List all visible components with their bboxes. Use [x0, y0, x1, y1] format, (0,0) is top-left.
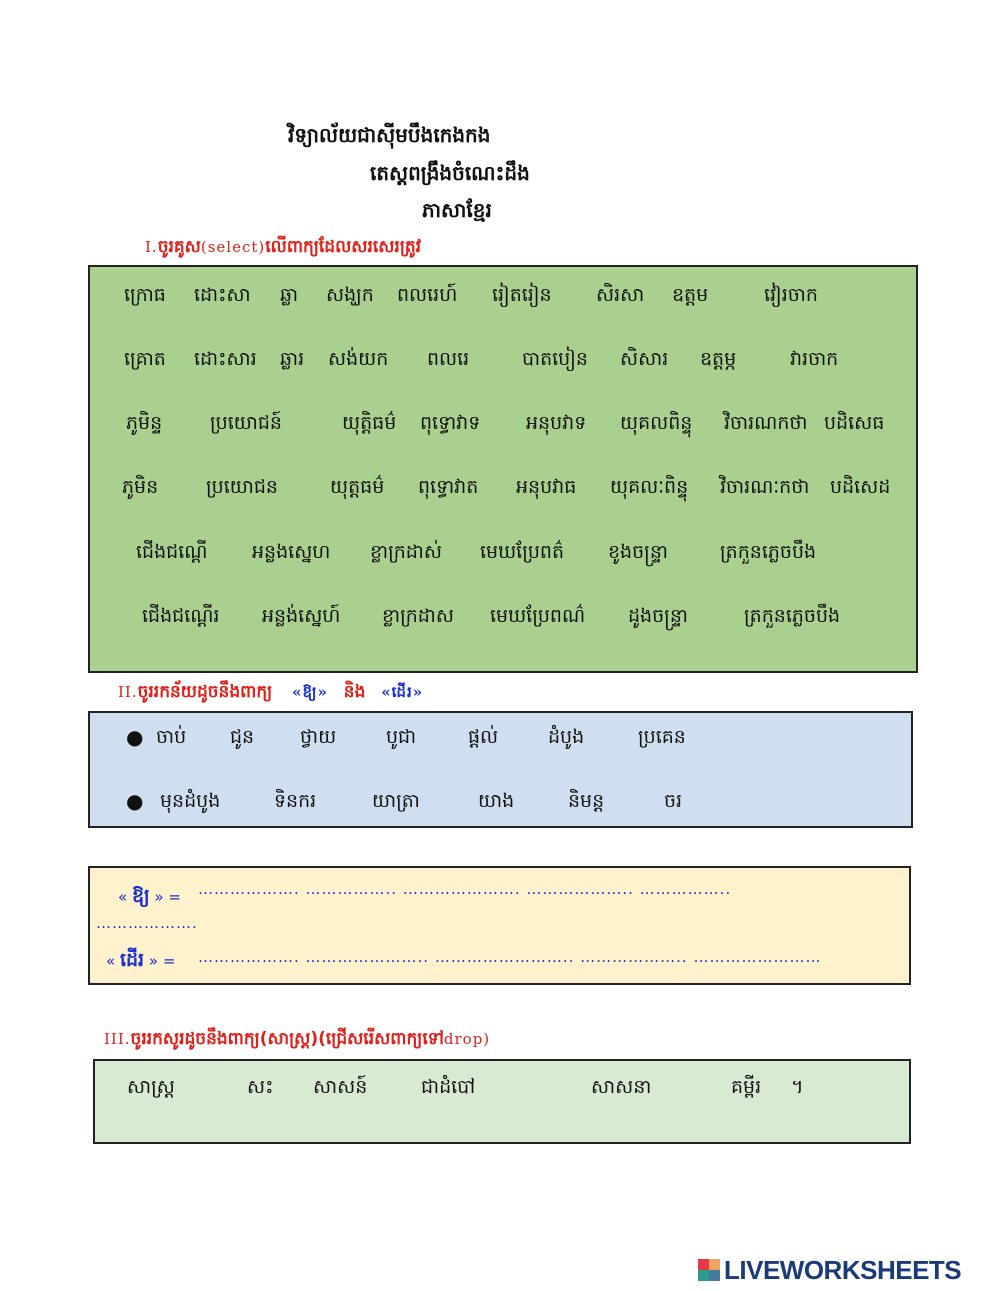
select-word[interactable]: អនុបវាធ [516, 476, 577, 498]
select-word[interactable]: ភូមិន្ទ [126, 412, 163, 434]
drag-word[interactable]: សាសនា [591, 1076, 652, 1098]
select-word[interactable]: ពលរេហ៍ [397, 284, 458, 306]
drag-word[interactable]: សាស្រ្ត [127, 1076, 175, 1098]
synonym-word[interactable]: ប្រគេន [638, 726, 686, 748]
synonym-word[interactable]: ថ្វាយ [300, 726, 337, 748]
section2-heading [118, 681, 423, 706]
section2-and: និង [343, 682, 366, 702]
select-word[interactable]: ពុទ្ធោវាទ [420, 412, 481, 434]
drag-word[interactable]: សាសន៍ [313, 1076, 368, 1098]
select-word[interactable]: វារចាក [790, 348, 839, 370]
select-word[interactable]: បដិសេធ [824, 412, 885, 434]
answer-field-give-continued[interactable]: ………………. [96, 914, 198, 932]
select-word[interactable]: ប្រយោជន [206, 476, 278, 498]
drag-word[interactable]: គម្ពីរ [731, 1076, 762, 1098]
select-word[interactable]: អន្លងស្នេហ [252, 541, 331, 563]
logo-icon [698, 1259, 720, 1281]
select-word[interactable]: ឧត្តម្ភ [700, 348, 737, 370]
select-word[interactable]: ដោះសារ [194, 348, 257, 370]
select-word[interactable]: អនុបវាទ [526, 412, 587, 434]
select-word[interactable]: សង់យក [328, 348, 389, 370]
drag-word[interactable]: សះ [247, 1076, 274, 1098]
section2-word1: «ឱ្យ» [292, 683, 328, 701]
synonym-word[interactable]: ចរ [664, 790, 683, 812]
synonym-word[interactable]: មុនដំបូង [160, 790, 221, 812]
select-word[interactable]: បដិសេដ [830, 476, 891, 498]
quote-close: » = [154, 888, 181, 906]
section3-label-a: ចូររកសូរដូចនឹងពាក្យ [130, 1029, 260, 1049]
section2-word-box [88, 711, 913, 828]
drag-word[interactable]: ។ [791, 1076, 804, 1098]
synonym-word[interactable]: ទិនករ [274, 790, 317, 812]
select-word[interactable]: គ្រោត [124, 348, 166, 370]
section2-label: ចូររកន័យដូចនឹងពាក្យ [137, 682, 273, 702]
select-word[interactable]: សិសារ [620, 348, 669, 370]
select-word[interactable]: យុត្តិធម៌ [342, 412, 397, 434]
answer-field-give[interactable]: ………………. …………….. …………………. ……………….. …………….. [198, 880, 732, 898]
synonym-word[interactable]: យាង [478, 790, 515, 812]
quote-close: » = [148, 952, 176, 970]
logo-text: LIVEWORKSHEETS [724, 1254, 962, 1285]
section1-label-c: លើពាក្យដែលសរសេរត្រូវ [265, 237, 422, 257]
select-word[interactable]: ប្រយោជន៍ [210, 412, 282, 434]
select-word[interactable]: វិចារណកថា [724, 412, 808, 434]
section1-word-box [88, 265, 918, 673]
quote-open: « [118, 888, 128, 906]
answer-field-walk[interactable]: ………………. ………………….. …………………….. ……………….. …………………… [198, 948, 822, 966]
select-word[interactable]: មេឃប្រែពណ៌ [490, 605, 586, 627]
synonym-word[interactable]: បូជា [386, 726, 417, 748]
section1-heading [145, 236, 421, 261]
select-word[interactable]: ជើងជណ្ដើរ [142, 605, 220, 627]
select-word[interactable]: អន្លង់ស្នេហ៍ [262, 605, 341, 627]
subject-title: ភាសាខ្មែរ [422, 198, 492, 222]
synonym-word[interactable]: ជូន [230, 726, 255, 748]
bullet-icon: ● [126, 789, 144, 813]
synonym-word[interactable]: ដំបូង [548, 726, 585, 748]
answer-word-give: ឱ្យ [131, 885, 150, 907]
section3-label-d: drop) [443, 1030, 491, 1048]
section2-prefix: II. [118, 683, 138, 701]
select-word[interactable]: យុត្តធម៌ [330, 476, 385, 498]
section1-prefix: I. [145, 238, 158, 256]
answer-word-walk: ដើរ [119, 949, 145, 971]
select-word[interactable]: សង្ឃក [326, 284, 374, 306]
answer-label-walk [106, 948, 175, 976]
drag-word[interactable]: ជាដំបៅ [421, 1076, 476, 1098]
select-word[interactable]: ដូងចន្ទ្រា [628, 605, 688, 627]
answer-label-give [118, 884, 181, 912]
select-word[interactable]: យុគលៈពិន្ទុ [610, 476, 689, 498]
select-word[interactable]: ក្រោធ [124, 284, 166, 306]
section2-word2: «ដើរ» [381, 683, 424, 701]
select-word[interactable]: ឧត្តម [672, 284, 709, 306]
section3-heading [104, 1028, 490, 1053]
section1-label-b: (select) [200, 238, 266, 256]
section3-label-c: (ជ្រើសរើសពាក្យទៅ [318, 1029, 444, 1049]
liveworksheets-logo [698, 1256, 961, 1284]
test-title: តេស្តពង្រឹងចំណេះដឹង [370, 161, 530, 185]
synonym-word[interactable]: ផ្ដល់ [468, 726, 499, 748]
select-word[interactable]: បាតបៀន [522, 348, 588, 370]
section1-label-a: ចូរគូស [157, 237, 201, 257]
select-word[interactable]: ត្រកួនភ្លេចបឹង [744, 605, 841, 627]
select-word[interactable]: ត្រកួនភ្លេចបឹង [720, 541, 817, 563]
section2-answer-box [88, 866, 911, 985]
select-word[interactable]: វៀរចាក [764, 284, 818, 306]
select-word[interactable]: ឆ្លា [280, 284, 299, 306]
select-word[interactable]: រៀតរៀន [492, 284, 552, 306]
synonym-word[interactable]: និមន្ត [568, 790, 605, 812]
select-word[interactable]: ឆ្លារ [280, 348, 305, 370]
select-word[interactable]: យុគលពិន្ទុ [620, 412, 693, 434]
school-title: វិទ្យាល័យជាស៊ីមបឹងកេងកង [288, 123, 491, 147]
select-word[interactable]: ភូមិន [122, 476, 159, 498]
section3-label-b: (សាស្ត្រ) [259, 1029, 319, 1049]
quote-open: « [106, 952, 116, 970]
section3-word-box [93, 1059, 911, 1144]
select-word[interactable]: សិរសា [596, 284, 645, 306]
select-word[interactable]: ខូងចន្ទ្រា [608, 541, 668, 563]
select-word[interactable]: ខ្លាក្រដាស [382, 605, 454, 627]
select-word[interactable]: ខ្លាក្រដាស់ [370, 541, 442, 563]
select-word[interactable]: ពុទ្ធោវាត [418, 476, 479, 498]
select-word[interactable]: ដោះសា [194, 284, 251, 306]
synonym-word[interactable]: យាត្រា [372, 790, 420, 812]
section3-prefix: III. [104, 1030, 131, 1048]
select-word[interactable]: ពលរេ [427, 348, 470, 370]
synonym-word[interactable]: ចាប់ [156, 726, 187, 748]
bullet-icon: ● [126, 725, 144, 749]
select-word[interactable]: ជើងជណ្ដើ [136, 541, 208, 563]
select-word[interactable]: វិចារណៈកថា [720, 476, 810, 498]
select-word[interactable]: មេឃប្រែពត៌ [480, 541, 565, 563]
